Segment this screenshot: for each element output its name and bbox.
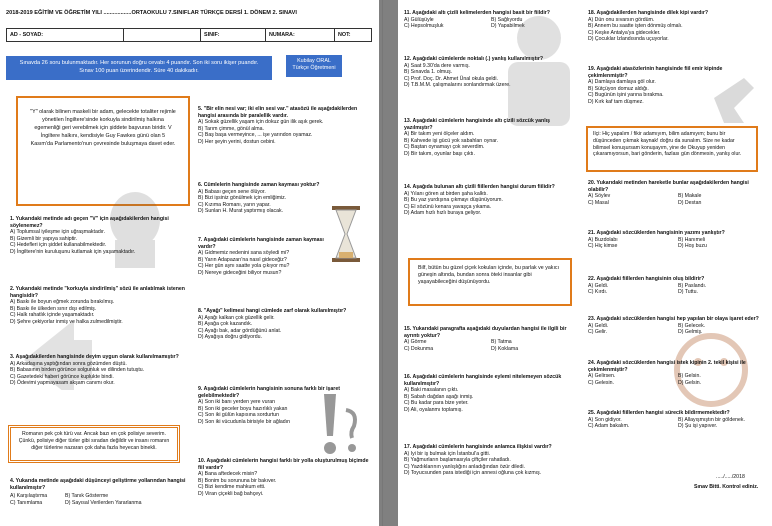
option-c[interactable]: C) Gazetedeki haberi görünce kuplukte bindi. <box>10 373 114 380</box>
exam-page-1 <box>0 0 379 526</box>
option-a[interactable]: A) Bir takım yeni ölçeler aldım. <box>404 131 475 138</box>
question-5 <box>198 106 374 146</box>
option-c[interactable]: C) Bugünün işini yarına bırakma. <box>588 92 664 99</box>
question-8 <box>198 308 374 341</box>
option-d[interactable]: D) Destan <box>678 199 702 206</box>
question-text: 19. Aşağıdaki atasözlerinin hangisinde fiil emir kipinde çekimlenmiştir? <box>588 66 723 79</box>
option-c[interactable]: C) Dokunma <box>404 345 434 352</box>
question-text: 13. Aşağıdaki cümlelerin hangisinde altı çizili sözcük yanlış yazılmıştır? <box>404 118 550 131</box>
option-a[interactable]: A) Arkadaşına yaptığından sonra gözümden düştü. <box>10 360 127 367</box>
option-d[interactable]: D) Her şeyin yerini, dostun cebini. <box>198 138 276 145</box>
option-a[interactable]: A) Son gidiyor. <box>588 416 622 423</box>
option-a[interactable]: A) Toplumsal iyileşme için uğraşmaktadır. <box>10 229 106 236</box>
question-text: 14. Aşağıda bulunan altı çizili fiillerden hangisi durum fiilidir? <box>404 184 555 190</box>
question-4 <box>10 478 195 506</box>
question-text: 11. Aşağıdaki altı çizili kelimelerden hangisi basit bir fiildir? <box>404 10 550 16</box>
option-b[interactable]: B) Bizi işsiniz gönülmek için emliğimiz. <box>198 195 287 202</box>
question-text: 7. Aşağıdaki cümlelerin hangisinde zaman kayması vardır? <box>198 237 324 250</box>
option-c[interactable]: C) Gelesin. <box>588 379 614 386</box>
teacher-title: Türkçe Öğretmeni <box>292 65 336 71</box>
question-text: 8. "Ayağı" kelimesi hangi cümlede zarf olarak kullanılmıştır? <box>198 308 347 314</box>
option-a[interactable]: A) Gidmemiz nedenini sana söyledi mi? <box>198 250 290 257</box>
option-c[interactable]: C) Her gün aynı saatte yola çıkıyor mu? <box>198 263 290 270</box>
question-text: 5. "Bir elin nesi var; iki elin sesi var." atasözü ile aşağıdakilerden hangisi arasında bir paralellik vardır. <box>198 106 358 119</box>
option-a[interactable]: A) Buzdolabı <box>588 236 618 243</box>
question-text: 17. Aşağıdaki cümlelerin hangisinde anlamca ilişkisi vardır? <box>404 444 552 450</box>
option-b[interactable]: B) Sınavda 1. olmuş. <box>404 69 453 76</box>
question-text: 6. Cümlelerin hangisinde zaman kayması yoktur? <box>198 182 320 188</box>
option-c[interactable]: C) Prof. Doç. Dr. Ahmet Ünal okula geldi. <box>404 75 498 82</box>
option-d[interactable]: D) Ayağıya doğru gidiyordu. <box>198 334 262 341</box>
passage-box-4: Ilçi: Hiç yapalım / fikir adamıyım, bilim adamıyım; bunu bir düşünceden çıkmak kaynak! doğru da sunalım. Size ne kadar bilimsel konuşursam konuşayım, yine de Okuyup yeniden çıkaramıyorsun, bari gönderin, fazlası gün dönmesin, yanlış olur. <box>586 126 758 172</box>
option-b[interactable]: B) Hanımeli <box>678 236 706 243</box>
question-text: 2. Yukarıdaki metinde "korkuyla sindirilmiş" sözü ile anlatılmak istenen hangisidir? <box>10 286 185 299</box>
option-c[interactable]: C) El sözünü kenara yavaşça yıkama. <box>404 203 492 210</box>
option-d[interactable]: D) Adam hızlı hızlı buraya geliyor. <box>404 210 482 217</box>
option-b[interactable]: B) Babasının birden görünce solgunluk ve dilinden tutuştu. <box>10 367 145 374</box>
question-text: 10. Aşağıdaki cümlelerin hangisi farklı bir yolla oluşturulmuş biçimde fiil vardır? <box>198 458 369 471</box>
option-c[interactable]: C) Hiç kimse <box>588 243 618 250</box>
option-d[interactable]: D) Toyucsunden para istediği için annesi oğluna çok kızmış. <box>404 470 542 477</box>
option-d[interactable]: D) Sayısal Verilerden Yararlanma <box>65 499 142 506</box>
question-15 <box>404 326 578 352</box>
question-text: 4. Yukarıda metinde aşağıdaki düşünceyi geliştirme yollarından hangisi kullanılmıştır? <box>10 478 186 491</box>
passage-box-2: Romanın pek çok türü var. Ancak bazı en çok polisiye severim. Çünkü, polisiye diğer türler gibi sıradan değildir ve insanı romanın diğer türlerine nazaran çok daha fazla heyecan binekli. <box>10 427 178 461</box>
option-d[interactable]: D) İngiltere'nin kuruluşunu kutlamak için yaşamaktadır. <box>10 248 136 255</box>
option-a[interactable]: A) Gülüşüyle <box>404 16 434 23</box>
question-text: 21. Aşağıdaki sözcüklerden hangisinin yazımı yanlıştır? <box>588 230 725 236</box>
option-c[interactable]: C) Hepsolmuşluk <box>404 23 444 30</box>
question-text: 22. Aşağıdaki fiillerden hangisinin oluş bildirir? <box>588 276 705 282</box>
option-a[interactable]: A) Yılanı gören at birden şaha kalktı. <box>404 190 488 197</box>
option-c[interactable]: C) Halk rahatlık içinde yaşamaktadır. <box>10 312 95 319</box>
question-3 <box>10 354 190 387</box>
question-text: 18. Aşağıdakilerden hangisinde dilek kipi vardır? <box>588 10 709 16</box>
option-b[interactable]: B) Yağmurların başlamasıyla çiftçiler rahatladı. <box>404 457 511 464</box>
class-field-label: SINIF: <box>201 29 266 41</box>
question-17 <box>404 444 578 477</box>
option-b[interactable]: B) Yarın Adapazarı'na nasıl gideceğiz? <box>198 256 287 263</box>
question-16 <box>404 374 578 414</box>
question-text: 1. Yukarıdaki metinde adı geçen "V" için aşağıdakilerden hangisi söylenemez? <box>10 216 169 229</box>
option-d[interactable]: D) Sunlan H. Murat yaptırmış olacak. <box>198 208 284 215</box>
option-b[interactable]: B) Tatma <box>491 339 512 346</box>
question-1 <box>10 216 190 256</box>
option-d[interactable]: D) Hoş buzu <box>678 243 707 250</box>
option-a[interactable]: A) Karşılaştırma <box>10 493 48 500</box>
option-a[interactable]: A) Son iki banı yerden yere vuran <box>198 399 275 406</box>
option-a[interactable]: A) Saat 9.30'da dere varmış. <box>404 62 470 69</box>
option-c[interactable]: C) Yazdıklarının yanlışlığını anladığından özür diledi. <box>404 463 525 470</box>
option-b[interactable]: B) Paslandı. <box>678 282 707 289</box>
option-c[interactable]: C) Son iki gülün kapısına sordurtun <box>198 412 280 419</box>
option-a[interactable]: A) Damlaya damlaya göl olur. <box>588 79 656 86</box>
question-24 <box>588 360 768 386</box>
question-11 <box>404 10 578 30</box>
option-a[interactable]: A) Baskı ile boyun eğmek zorunda bırakılmış. <box>10 299 115 306</box>
number-field-label: NUMARA: <box>266 29 335 41</box>
student-info-table <box>6 28 372 42</box>
option-d[interactable]: D) Ali, oyalanmı toplamış. <box>404 406 463 413</box>
option-d[interactable]: D) Son iki vücudunla birisiyle bir ağladın <box>198 418 290 425</box>
option-d[interactable]: D) Viran çiçekli bağ bahçeyi. <box>198 490 264 497</box>
passage-box-3: Bilf, bütün bu güzel çiçek kokuları içinde, bu parlak ve yakıcı güneşin altında, bundan sonra öteki insanlar gibi yaşayabileceğini düşünüyordu. <box>408 258 572 306</box>
option-c[interactable]: C) Adam bakalım. <box>588 423 630 430</box>
question-text: 20. Yukarıdaki metinden hareketle bunlar aşağıdakilerden hangisi olabilir? <box>588 180 749 193</box>
option-d[interactable]: D) Gelsin. <box>678 379 702 386</box>
option-a[interactable]: A) Baki masalanın çıktı. <box>404 387 459 394</box>
question-text: 16. Aşağıdaki cümlelerin hangisinde eylemi nitelemeyen sözcük kullanılmıştır? <box>404 374 562 387</box>
question-text: 23. Aşağıdaki sözcüklerden hangisi hep yapılan bir olaya işaret eder? <box>588 316 759 322</box>
option-c[interactable]: C) Kırdı. <box>588 289 608 296</box>
option-c[interactable]: C) Kızıma Romanı, yarın yapar. <box>198 201 271 208</box>
option-b[interactable]: B) Son iki geceler boyu hazırlıklı yakan <box>198 405 288 412</box>
question-text: 3. Aşağıdakilerden hangisinde deyim uygun olarak kullanılmamıştır? <box>10 354 179 360</box>
option-b[interactable]: B) Bu yaz yurdışına çıkmayı düşünüyorum. <box>404 197 503 204</box>
question-25 <box>588 410 768 430</box>
option-b[interactable]: B) Sağlıyordu <box>491 16 523 23</box>
option-b[interactable]: B) Ayağa çok kazandık. <box>198 321 253 328</box>
question-18 <box>588 10 768 43</box>
question-20 <box>588 180 768 206</box>
question-text: 9. Aşağıdaki cümlelerin hangisinin sonuna farklı bir işaret gelebilmektedir? <box>198 386 340 399</box>
option-b[interactable]: B) Sütçüyon domuz aldığı. <box>588 85 649 92</box>
option-a[interactable]: A) Görme <box>404 339 427 346</box>
option-c[interactable]: C) Bizi kendime mahkum etti. <box>198 484 266 491</box>
option-a[interactable]: A) Sokak güzellik yaşam için dokuz gün ilik aşık gerek. <box>198 119 324 126</box>
option-d[interactable]: D) T.B.M.M. çalışmalarını sonlandırmak üzere. <box>404 82 511 89</box>
option-d[interactable]: D) Koklama <box>491 345 519 352</box>
option-c[interactable]: C) Gelir. <box>588 329 608 336</box>
exclamation-icon <box>306 390 366 460</box>
option-d[interactable]: D) Ödevimi yapmayasam akşam canımı okur. <box>10 380 115 387</box>
question-text: 25. Aşağıdaki fiillerden hangisi sürecik bildirmemektedir? <box>588 410 730 416</box>
option-b[interactable]: B) Gelsin. <box>678 373 701 380</box>
option-a[interactable]: A) Bana aftedecek misin? <box>198 471 258 478</box>
option-c[interactable]: C) Tanımlama <box>10 499 43 506</box>
name-field[interactable] <box>124 29 201 41</box>
option-d[interactable]: D) Kırk kaf tam düşmez. <box>588 98 644 105</box>
exam-end-note: Sınav Bitti. Kontrol ediniz. <box>694 484 759 490</box>
option-d[interactable]: D) Bir takım, oyunlar başı çıktı. <box>404 150 475 157</box>
option-b[interactable]: B) Baskı ile ülkeden sınır dışı edilmiş. <box>10 305 97 312</box>
option-b[interactable]: B) Sabah dağdan aşağı inmiş. <box>404 393 474 400</box>
option-b[interactable]: B) Makale <box>678 193 702 200</box>
grade-field-label: NOT: <box>338 32 351 38</box>
option-d[interactable]: D) Tuttu. <box>678 289 698 296</box>
teacher-badge <box>286 55 342 77</box>
question-12 <box>404 56 578 89</box>
option-a[interactable]: A) Geldi. <box>588 282 609 289</box>
option-c[interactable]: C) Masal <box>588 199 609 206</box>
option-a[interactable]: A) Geldi. <box>588 322 609 329</box>
question-10 <box>198 458 374 498</box>
option-c[interactable]: C) Keşke Antalya'ya gidecekler. <box>588 29 661 36</box>
option-d[interactable]: D) Gelmiş. <box>678 329 703 336</box>
option-b[interactable]: B) Tarım çimme, gönül alma. <box>198 125 264 132</box>
option-c[interactable]: C) Baştan oynamayı çok severdim. <box>404 144 485 151</box>
question-19 <box>588 66 758 106</box>
option-d[interactable]: D) Şehre çekiyorlar inmiş ve halka zulmedilmiştir. <box>10 318 123 325</box>
exam-info-banner: Sınavda 26 soru bulunmaktadır. Her sorunun doğru cevabı 4 puandır. Son iki soru ikişer puandır. Sınav 100 puan üzerindendir. Süre 40 dakikadır. <box>6 56 272 80</box>
option-c[interactable]: C) Ayağı bak, adar gördüğünü anlat. <box>198 327 282 334</box>
option-b[interactable]: B) Bonim bu sorununa bir bakıver. <box>198 477 277 484</box>
option-b[interactable]: B) Gelecek. <box>678 322 706 329</box>
question-2 <box>10 286 190 326</box>
option-a[interactable]: A) Ayağı kalkan çok güzellik gelir. <box>198 314 275 321</box>
question-14 <box>404 184 578 217</box>
option-a[interactable]: A) Iyi bir iş bulmak için İstanbul'a gitti. <box>404 450 491 457</box>
option-b[interactable]: B) Gizemli bir yapıya sahiptir. <box>10 235 78 242</box>
question-text: 24. Aşağıdaki sözcüklerden hangisi istek kipinin 2. tekil kişisi ile çekimlenmiştir? <box>588 360 746 373</box>
option-c[interactable]: C) Baş başa vermeyince, ... işe yarındon oyamaz. <box>198 132 313 139</box>
question-7 <box>198 237 338 277</box>
exam-date: ...../...../2018 <box>716 474 745 480</box>
question-text: 12. Aşağıdaki cümlelerde noktalı (.) yanlış kullanılmıştır? <box>404 56 544 62</box>
option-a[interactable]: A) Gelirsen. <box>588 373 616 380</box>
option-d[interactable]: D) Nereye gideceğini biliyor musun? <box>198 269 282 276</box>
option-c[interactable]: C) Bu kadar para bize yeter. <box>404 400 469 407</box>
option-b[interactable]: B) Annem bu saatte işten dönmüş olmalı. <box>588 23 683 30</box>
question-22 <box>588 276 768 296</box>
passage-box-1: "Y" olarak bilinen maskeli bir adam, gelecekte totaliter rejimle yönetilen İngiltere'sinde korkuyla sindirilmiş halkına egemenliği geri verebilmek için şiddete başvuran biridir. V İngiltere halkını, kendisiyle Guy Fawkes günü olan 5 Kasım'da Parlamento'nun çevresinde buluşmaya davet eder. <box>16 96 190 206</box>
question-21 <box>588 230 768 250</box>
option-b[interactable]: B) Tanık Gösterme <box>65 493 109 500</box>
option-b[interactable]: B) Allayışmıştın bir göldenek. <box>678 416 745 423</box>
option-c[interactable]: C) Hedefleri için şiddet kullanabilmektedir. <box>10 242 107 249</box>
option-d[interactable]: D) Yapabilmek <box>491 23 525 30</box>
question-text: 15. Yukarıdaki paragrafta aşağıdaki duyulardan hangisi ile ilgili bir ayrıntı yoktur? <box>404 326 567 339</box>
teacher-name: Kubilay ORAL <box>297 58 331 64</box>
option-a[interactable]: A) Söylev <box>588 193 611 200</box>
name-field-label: AD - SOYAD: <box>7 29 124 41</box>
option-d[interactable]: D) Çocuklar Izlandısında uçuyorlar. <box>588 36 669 43</box>
option-a[interactable]: A) Babası geçen sene ölüyor. <box>198 188 266 195</box>
question-13 <box>404 118 578 158</box>
option-d[interactable]: D) Şu işi yapıver. <box>678 423 718 430</box>
exam-title: 2018-2019 EĞİTİM VE ÖĞRETİM YILI ..................ORTAOKULU 7.SINIFLAR TÜRKÇE DERSİ 1. DÖNEM 2. SINAVI <box>6 10 297 16</box>
option-b[interactable]: B) Kahvede işi gücü yok sabahları oynar. <box>404 137 499 144</box>
option-a[interactable]: A) Dün onu sıvarsın gördüm. <box>588 16 655 23</box>
exam-page-2 <box>398 0 772 526</box>
